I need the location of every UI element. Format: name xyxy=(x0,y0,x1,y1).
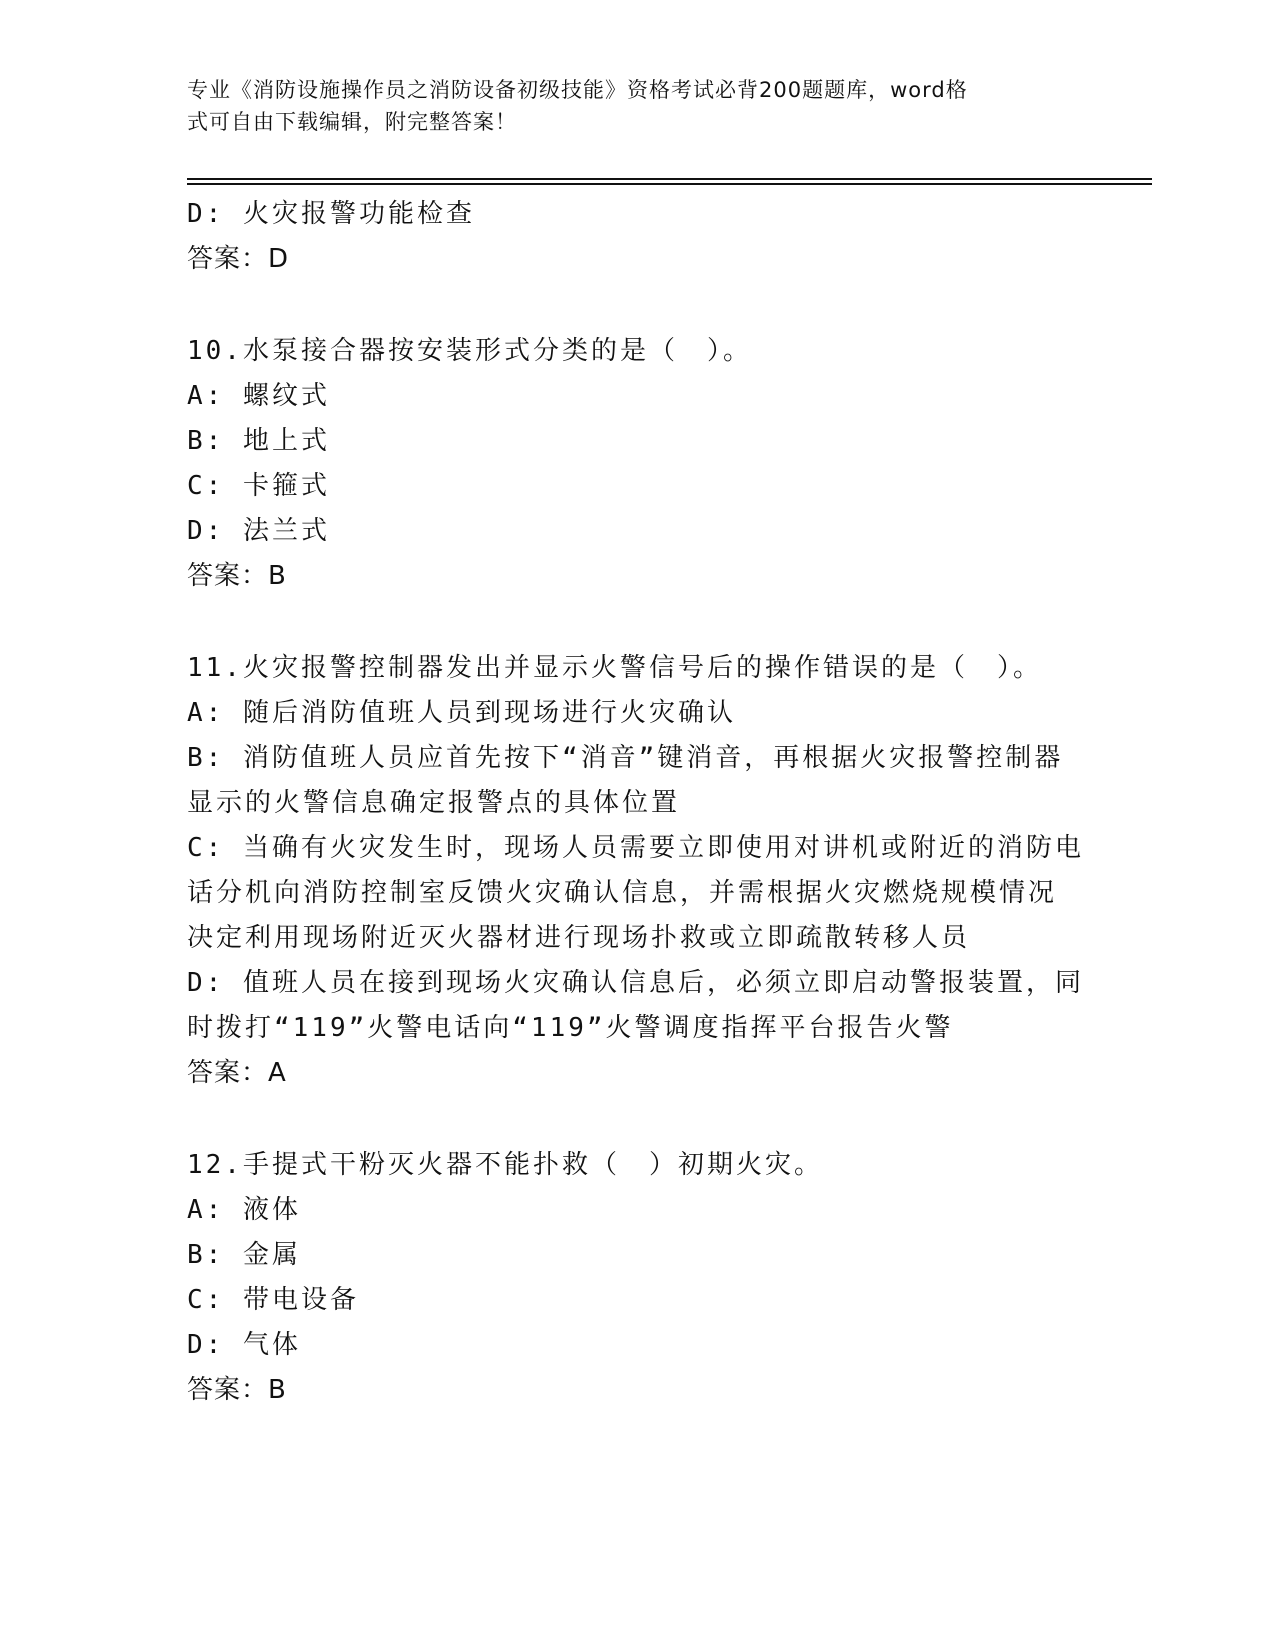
option-a: A: 螺纹式 xyxy=(187,381,330,411)
option-b: B: 金属 xyxy=(187,1240,301,1270)
prev-option-d: D: 火灾报警功能检查 xyxy=(187,199,475,229)
spacer xyxy=(187,1096,1087,1143)
option-b-line-1: B: 消防值班人员应首先按下“消音”键消音，再根据火灾报警控制器 xyxy=(187,743,1064,773)
question-stem: 11.火灾报警控制器发出并显示火警信号后的操作错误的是（ ）。 xyxy=(187,653,1042,683)
header-line-2: 式可自由下载编辑，附完整答案！ xyxy=(187,110,517,134)
document-header xyxy=(187,74,1067,138)
question-stem: 12.手提式干粉灭火器不能扑救（ ）初期火灾。 xyxy=(187,1150,823,1180)
option-d-line-1: D: 值班人员在接到现场火灾确认信息后，必须立即启动警报装置，同 xyxy=(187,968,1084,998)
option-d: D: 气体 xyxy=(187,1330,301,1360)
question-stem: 10.水泵接合器按安装形式分类的是（ ）。 xyxy=(187,336,752,366)
option-b-line-2: 显示的火警信息确定报警点的具体位置 xyxy=(187,788,681,818)
option-d: D: 法兰式 xyxy=(187,516,330,546)
option-c: C: 带电设备 xyxy=(187,1285,359,1315)
option-d-line-2: 时拨打“119”火警电话向“119”火警调度指挥平台报告火警 xyxy=(187,1013,954,1043)
answer: 答案：B xyxy=(187,1375,287,1405)
spacer xyxy=(187,599,1087,646)
spacer xyxy=(187,282,1087,329)
option-c-line-1: C: 当确有火灾发生时，现场人员需要立即使用对讲机或附近的消防电 xyxy=(187,833,1084,863)
header-rule-bottom xyxy=(187,183,1152,185)
header-line-1: 专业《消防设施操作员之消防设备初级技能》资格考试必背200题题库，word格 xyxy=(187,78,968,102)
question-10 xyxy=(187,329,1087,599)
answer: 答案：B xyxy=(187,561,287,591)
question-list xyxy=(187,192,1087,1413)
option-a: A: 随后消防值班人员到现场进行火灾确认 xyxy=(187,698,736,728)
option-a: A: 液体 xyxy=(187,1195,301,1225)
option-c: C: 卡箍式 xyxy=(187,471,330,501)
prev-answer: 答案：D xyxy=(187,244,290,274)
option-c-line-2: 话分机向消防控制室反馈火灾确认信息，并需根据火灾燃烧规模情况 xyxy=(187,878,1058,908)
option-b: B: 地上式 xyxy=(187,426,330,456)
option-c-line-3: 决定利用现场附近灭火器材进行现场扑救或立即疏散转移人员 xyxy=(187,923,971,953)
header-rule-top xyxy=(187,178,1152,180)
question-11 xyxy=(187,646,1087,1096)
question-12 xyxy=(187,1143,1087,1413)
answer: 答案：A xyxy=(187,1058,287,1088)
